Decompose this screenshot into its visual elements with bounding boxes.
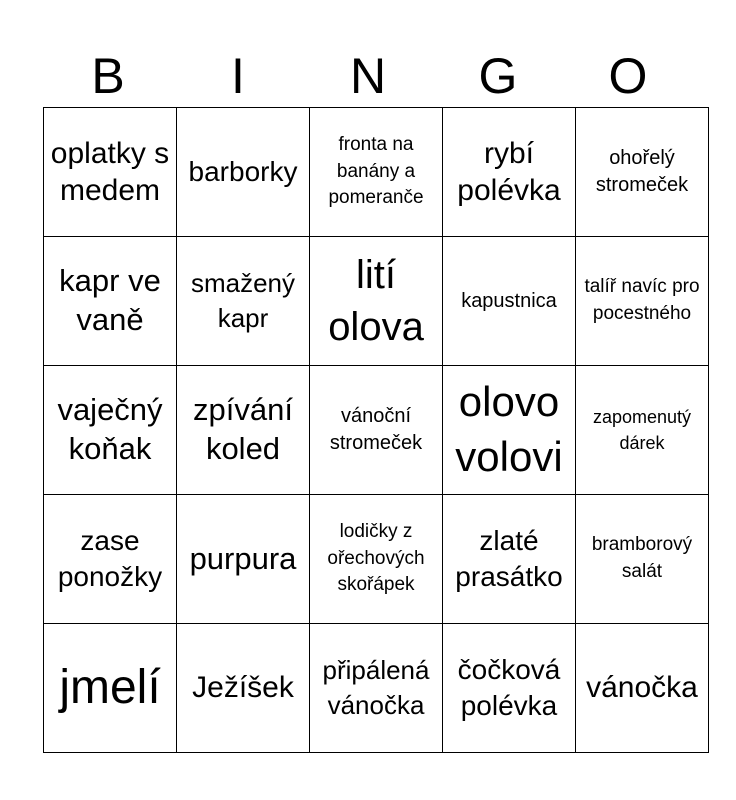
bingo-header: [43, 44, 693, 108]
bingo-cell[interactable]: lití olova: [310, 237, 443, 366]
header-letter-n: N: [349, 48, 387, 104]
bingo-cell[interactable]: zapomenutý dárek: [576, 366, 709, 495]
header-letter-i: I: [231, 48, 245, 104]
header-letter-g: G: [478, 48, 518, 104]
bingo-cell[interactable]: purpura: [177, 495, 310, 624]
bingo-cell[interactable]: zase ponožky: [44, 495, 177, 624]
bingo-cell[interactable]: fronta na banány a pomeranče: [310, 108, 443, 237]
bingo-cell[interactable]: lodičky z ořechových skořápek: [310, 495, 443, 624]
header-letter-b: B: [91, 48, 125, 104]
header-letter-o: O: [608, 48, 648, 104]
bingo-cell[interactable]: jmelí: [44, 624, 177, 753]
bingo-row: [44, 237, 709, 366]
bingo-cell[interactable]: rybí polévka: [443, 108, 576, 237]
bingo-cell[interactable]: zlaté prasátko: [443, 495, 576, 624]
bingo-cell[interactable]: smažený kapr: [177, 237, 310, 366]
bingo-cell[interactable]: Ježíšek: [177, 624, 310, 753]
bingo-row: [44, 624, 709, 753]
bingo-cell[interactable]: zpívání koled: [177, 366, 310, 495]
bingo-cell[interactable]: barborky: [177, 108, 310, 237]
bingo-cell[interactable]: čočková polévka: [443, 624, 576, 753]
bingo-grid: [43, 107, 709, 753]
bingo-cell[interactable]: oplatky s medem: [44, 108, 177, 237]
bingo-cell[interactable]: kapustnica: [443, 237, 576, 366]
bingo-row: [44, 366, 709, 495]
bingo-cell[interactable]: bramborový salát: [576, 495, 709, 624]
bingo-cell[interactable]: kapr ve vaně: [44, 237, 177, 366]
bingo-cell[interactable]: vánočka: [576, 624, 709, 753]
bingo-cell[interactable]: připálená vánočka: [310, 624, 443, 753]
bingo-cell[interactable]: vánoční stromeček: [310, 366, 443, 495]
bingo-row: [44, 495, 709, 624]
bingo-row: [44, 108, 709, 237]
bingo-cell[interactable]: olovo volovi: [443, 366, 576, 495]
bingo-cell[interactable]: ohořelý stromeček: [576, 108, 709, 237]
bingo-cell[interactable]: vaječný koňak: [44, 366, 177, 495]
bingo-cell[interactable]: talíř navíc pro pocestného: [576, 237, 709, 366]
